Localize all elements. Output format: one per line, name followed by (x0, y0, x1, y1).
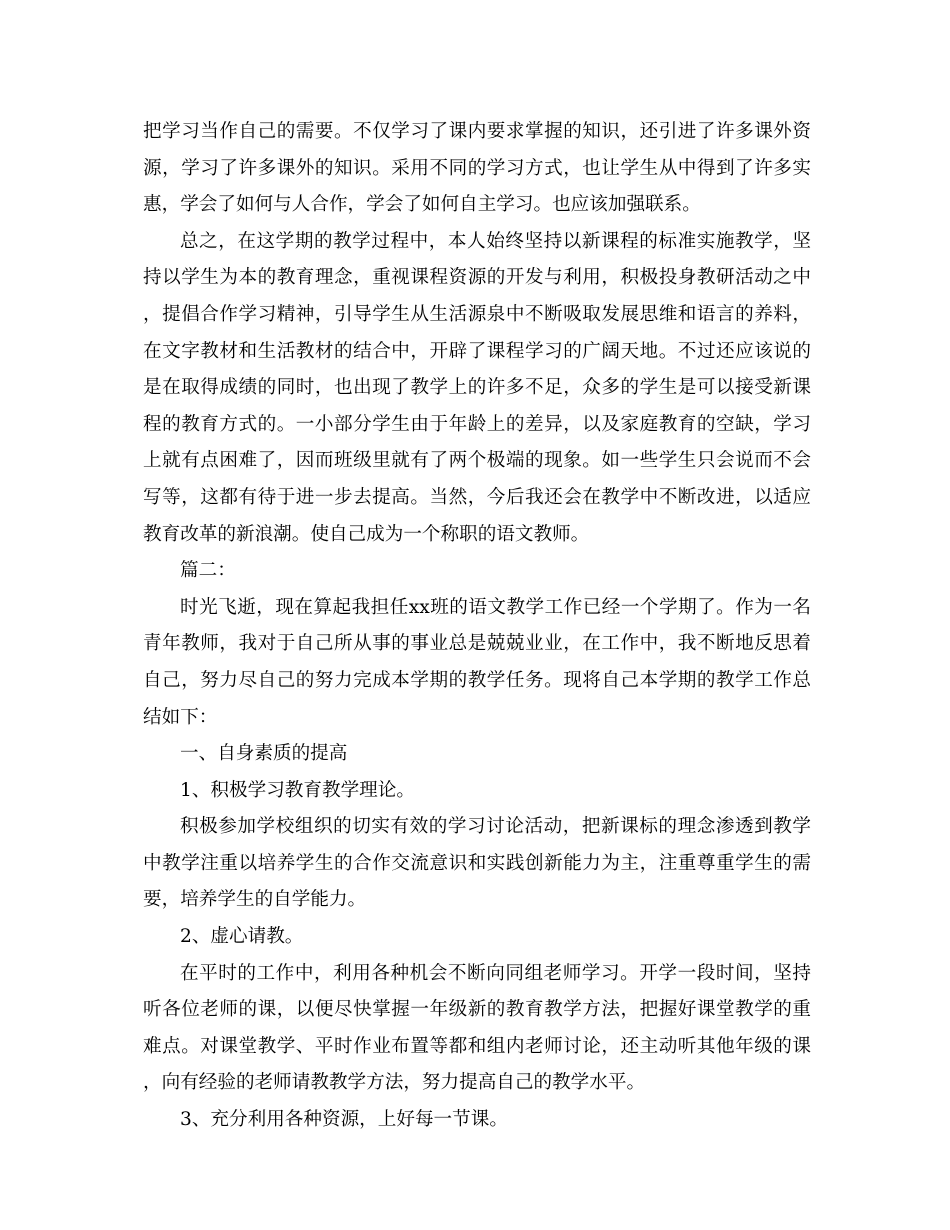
heading-self-improvement: 一、自身素质的提高 (180, 743, 348, 765)
paragraph-study-theory: 积极参加学校组织的切实有效的学习讨论活动，把新课标的理念渗透到教学中教学注重以培养学生的合作交流意识和实践创新能力为主，注重尊重学生的需要，培养学生的自学能力。 (143, 816, 811, 911)
paragraph-seek-advice: 在平时的工作中，利用各种机会不断向同组老师学习。开学一段时间，坚持听各位老师的课，以便尽快掌握一年级新的教育教学方法，把握好课堂教学的重难点。对课堂教学、平时作业布置等都和组内老师讨论，还主动听其他年级的课，向有经验的老师请教教学方法，努力提高自己的教学水平。 (143, 962, 811, 1094)
section-heading-part-two: 篇二： (180, 560, 236, 582)
document-body (143, 114, 811, 1139)
subheading-use-resources: 3、充分利用各种资源，上好每一节课。 (180, 1109, 508, 1131)
subheading-seek-advice: 2、虚心请教。 (180, 926, 304, 948)
paragraph-intro: 时光飞逝，现在算起我担任xx班的语文教学工作已经一个学期了。作为一名青年教师，我对于自己所从事的事业总是兢兢业业，在工作中，我不断地反思着自己，努力尽自己的努力完成本学期的教学任务。现将自己本学期的教学工作总结如下： (143, 596, 811, 728)
paragraph-continuation: 把学习当作自己的需要。不仅学习了课内要求掌握的知识，还引进了许多课外资源，学习了许多课外的知识。采用不同的学习方式，也让学生从中得到了许多实惠，学会了如何与人合作，学会了如何自主学习。也应该加强联系。 (143, 121, 811, 216)
paragraph-summary: 总之，在这学期的教学过程中，本人始终坚持以新课程的标准实施教学，坚持以学生为本的教育理念，重视课程资源的开发与利用，积极投身教研活动之中，提倡合作学习精神，引导学生从生活源泉中不断吸取发展思维和语言的养料，在文字教材和生活教材的结合中，开辟了课程学习的广阔天地。不过还应该说的是在取得成绩的同时，也出现了教学上的许多不足，众多的学生是可以接受新课程的教育方式的。一小部分学生由于年龄上的差异，以及家庭教育的空缺，学习上就有点困难了，因而班级里就有了两个极端的现象。如一些学生只会说而不会写等，这都有待于进一步去提高。当然，今后我还会在教学中不断改进，以适应教育改革的新浪潮。使自己成为一个称职的语文教师。 (143, 230, 811, 545)
subheading-study-theory: 1、积极学习教育教学理论。 (180, 779, 415, 801)
